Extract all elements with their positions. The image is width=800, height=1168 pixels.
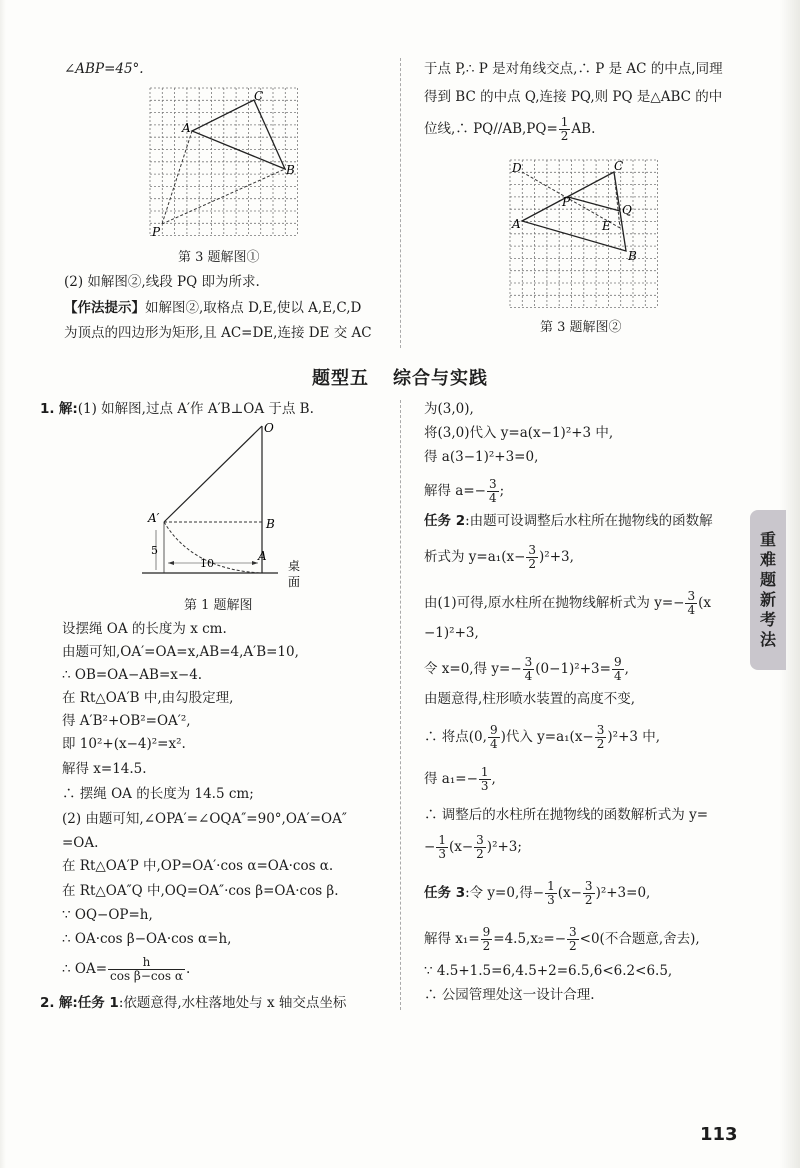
figure-caption: 第 3 题解图② bbox=[540, 320, 622, 335]
label-A: A bbox=[182, 121, 191, 135]
label-A-prime: A′ bbox=[148, 511, 160, 525]
solution-line: − $\frac{1}{3}$ (x− $\frac{3}{2}$ )²+3; bbox=[424, 833, 522, 861]
figure-3-solution-1 bbox=[146, 84, 306, 240]
solution-line: 任务 2:由题可设调整后水柱所在抛物线的函数解 bbox=[424, 513, 713, 529]
label-O: O bbox=[264, 421, 274, 435]
problem-1-intro: 1. 解:(1) 如解图,过点 A′作 A′B⊥OA 于点 B. bbox=[40, 401, 314, 417]
solution-line: 由题意得,柱形喷水装置的高度不变, bbox=[424, 691, 636, 707]
angle-line: ∠ABP=45°. bbox=[64, 61, 144, 77]
label-C: C bbox=[254, 89, 264, 103]
solution-line: 设摆绳 OA 的长度为 x cm. bbox=[62, 621, 227, 637]
solution-line: ∴ OA·cos β−OA·cos α=h, bbox=[62, 931, 232, 947]
hint-line: 为顶点的四边形为矩形,且 AC=DE,连接 DE 交 AC bbox=[64, 325, 372, 341]
solution-line: 解得 x=14.5. bbox=[62, 761, 147, 777]
solution-line: ∴ 公园管理处这一设计合理. bbox=[424, 987, 595, 1003]
solution-line: 解得 x₁= $\frac{9}{2}$ =4.5,x₂=− $\frac{3}{2}$ <0(不合题意,舍去), bbox=[424, 925, 700, 953]
label-A: A bbox=[258, 549, 267, 563]
label-P: P bbox=[562, 195, 571, 209]
text-line: 于点 P,∴ P 是对角线交点,∴ P 是 AC 的中点,同理 bbox=[424, 61, 723, 77]
solution-line: ∴ 将点(0, $\frac{9}{4}$ )代入 y=a₁(x− $\frac{3}{2}$ )²+3 中, bbox=[424, 723, 661, 751]
solution-line: 由(1)可得,原水柱所在抛物线解析式为 y=− $\frac{3}{4}$ (x bbox=[424, 589, 711, 617]
solution-line: 令 x=0,得 y=− $\frac{3}{4}$ (0−1)²+3= $\frac{9}{4}$ , bbox=[424, 655, 629, 683]
text-line: 得到 BC 的中点 Q,连接 PQ,则 PQ 是△ABC 的中 bbox=[424, 89, 723, 105]
solution-line: 为(3,0), bbox=[424, 401, 474, 417]
section-title: 题型五 综合与实践 bbox=[312, 368, 488, 389]
label-Q: Q bbox=[622, 203, 632, 217]
label-P: P bbox=[152, 225, 161, 239]
solution-line: 得 a₁=− $\frac{1}{3}$ , bbox=[424, 765, 496, 793]
solution-line: 在 Rt△OA′P 中,OP=OA′·cos α=OA·cos α. bbox=[62, 858, 334, 874]
solution-line: ∴ OB=OA−AB=x−4. bbox=[62, 667, 203, 683]
label-E: E bbox=[602, 219, 611, 233]
figure-caption: 第 3 题解图① bbox=[178, 250, 260, 265]
label-B: B bbox=[286, 163, 295, 177]
figure-1-solution bbox=[138, 420, 328, 590]
label-B: B bbox=[628, 249, 637, 263]
solution-line: ∴ OA= $\frac{h}{\text{cos β−cos α}}$ . bbox=[62, 955, 191, 983]
label-surface: 面 bbox=[288, 575, 301, 589]
figure-3-solution-2 bbox=[506, 156, 666, 312]
figure-caption: 第 1 题解图 bbox=[184, 598, 253, 613]
solution-line: ∴ 摆绳 OA 的长度为 14.5 cm; bbox=[62, 786, 254, 802]
solution-line: 任务 3:令 y=0,得− $\frac{1}{3}$ (x− $\frac{3}{2}$ )²+3=0, bbox=[424, 879, 651, 907]
side-tab-chapter: 重 难 题 新 考 法 bbox=[750, 510, 786, 670]
solution-line: 将(3,0)代入 y=a(x−1)²+3 中, bbox=[424, 425, 614, 441]
page-number: 113 bbox=[700, 1124, 738, 1145]
solution-line: −1)²+3, bbox=[424, 625, 479, 641]
solution-line: 在 Rt△OA″Q 中,OQ=OA″·cos β=OA·cos β. bbox=[62, 883, 339, 899]
solution-line: 在 Rt△OA′B 中,由勾股定理, bbox=[62, 690, 234, 706]
label-C: C bbox=[614, 159, 624, 173]
solution-line: =OA. bbox=[62, 835, 99, 851]
solution-line: 析式为 y=a₁(x− $\frac{3}{2}$ )²+3, bbox=[424, 543, 574, 571]
label-A: A bbox=[512, 217, 521, 231]
hint-label: 【作法提示】 bbox=[64, 300, 145, 316]
solution-line: ∵ 4.5+1.5=6,4.5+2=6.5,6<6.2<6.5, bbox=[424, 963, 673, 979]
label-width-10: 10 bbox=[200, 557, 214, 570]
text-line: 位线,∴ PQ//AB,PQ= $\frac{1}{2}$ AB. bbox=[424, 115, 596, 143]
column-divider bbox=[400, 58, 401, 348]
solution-line: 得 a(3−1)²+3=0, bbox=[424, 449, 539, 465]
label-B: B bbox=[266, 517, 275, 531]
hint-line: 【作法提示】如解图②,取格点 D,E,使以 A,E,C,D bbox=[64, 300, 362, 316]
problem-2-intro: 2. 解:任务 1:依题意得,水柱落地处与 x 轴交点坐标 bbox=[40, 995, 347, 1011]
column-divider bbox=[400, 400, 401, 1010]
solution-line: 即 10²+(x−4)²=x². bbox=[62, 736, 186, 752]
label-D: D bbox=[512, 161, 522, 175]
label-height-5: 5 bbox=[151, 544, 158, 557]
solution-line: 由题可知,OA′=OA=x,AB=4,A′B=10, bbox=[62, 644, 299, 660]
solution-line: (2) 由题可知,∠OPA′=∠OQA″=90°,OA′=OA″ bbox=[62, 811, 347, 827]
answer-line: (2) 如解图②,线段 PQ 即为所求. bbox=[64, 274, 260, 290]
label-desk: 桌 bbox=[288, 559, 301, 573]
solution-line: ∴ 调整后的水柱所在抛物线的函数解析式为 y= bbox=[424, 807, 709, 823]
solution-line: 解得 a=− $\frac{3}{4}$ ; bbox=[424, 477, 505, 505]
solution-line: 得 A′B²+OB²=OA′², bbox=[62, 713, 191, 729]
solution-line: ∵ OQ−OP=h, bbox=[62, 907, 153, 923]
